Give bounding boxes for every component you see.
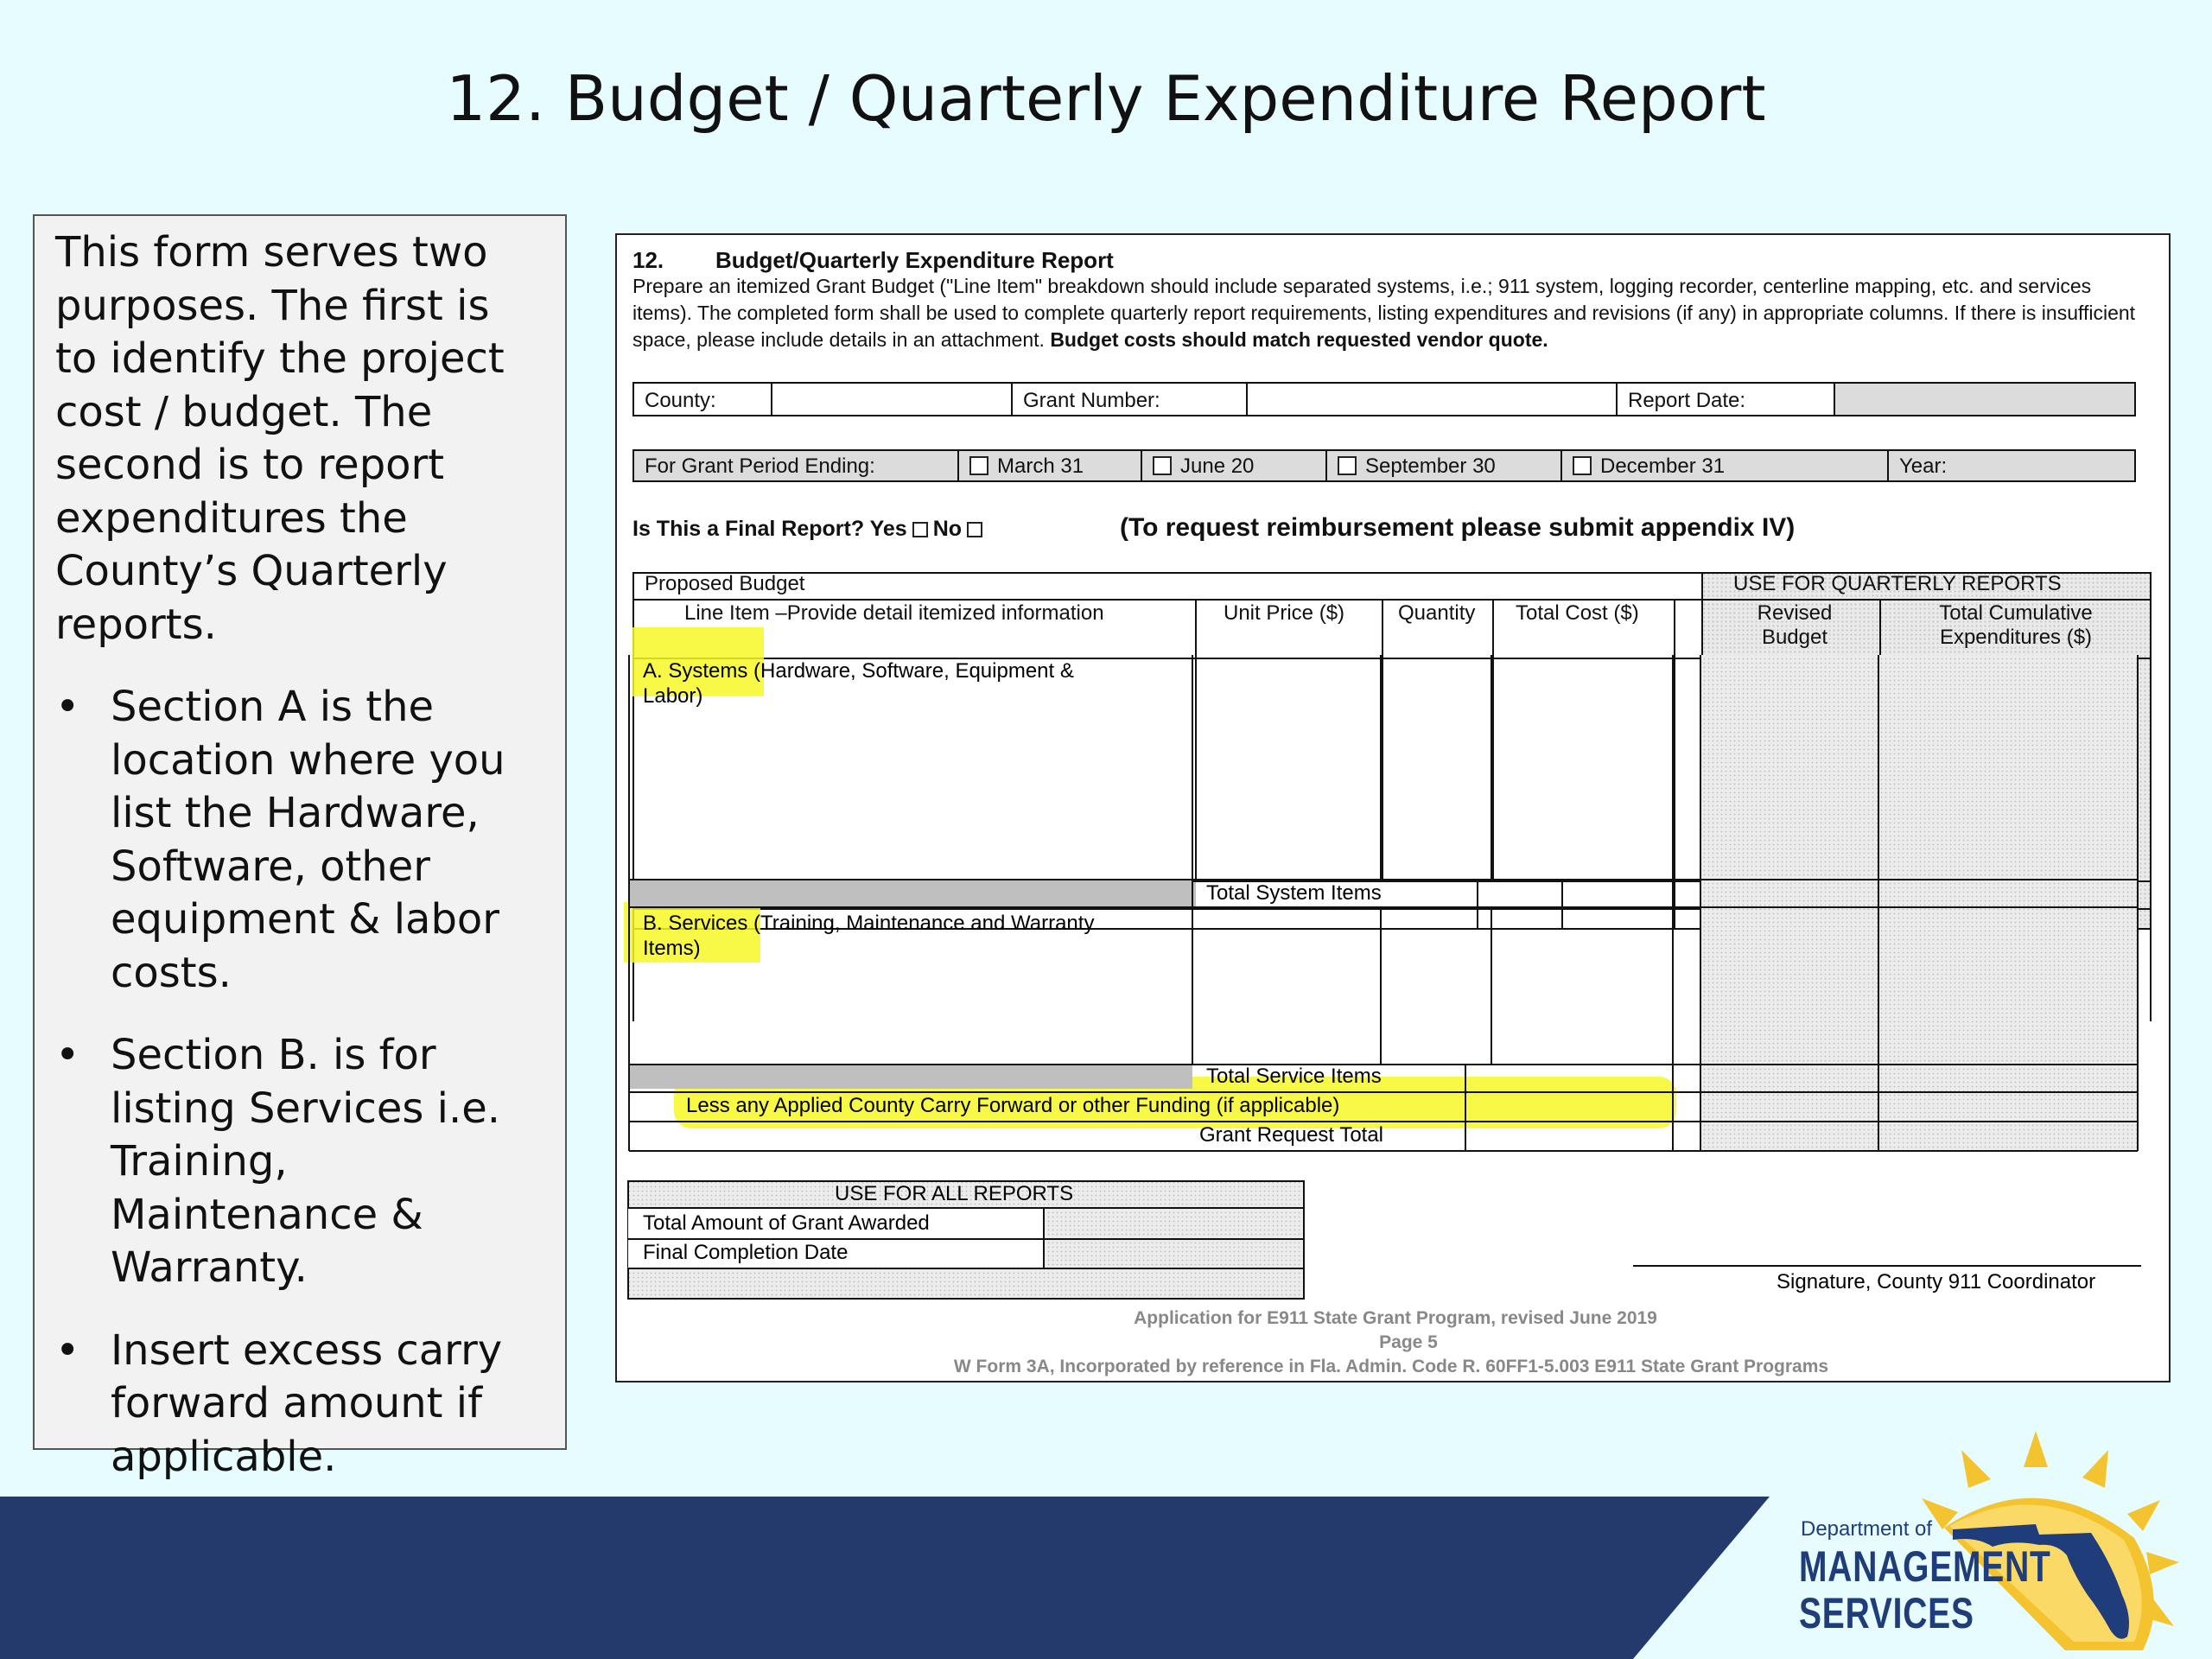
logo-line1: Department of — [1801, 1517, 1933, 1541]
grant-period-label: For Grant Period Ending: — [634, 451, 959, 480]
col-cumulative-line1: Total Cumulative — [1939, 601, 2093, 625]
signature-label: Signature, County 911 Coordinator — [1777, 1270, 2096, 1294]
section-number: 12. — [632, 247, 664, 273]
section-title: Budget/Quarterly Expenditure Report — [715, 247, 1114, 273]
year-field[interactable]: Year: — [1899, 454, 1948, 478]
period-option-label: December 31 — [1600, 454, 1726, 478]
col-line-item: Line Item –Provide detail itemized information — [684, 601, 1104, 625]
col-revised-line2: Budget — [1761, 626, 1828, 649]
no-label: No — [932, 517, 963, 541]
bullet-glyph: • — [55, 1031, 80, 1079]
form-footer-1: Application for E911 State Grant Program, revised June 2019 — [1134, 1308, 1657, 1328]
total-service-items: Total Service Items — [1206, 1065, 1382, 1088]
signature-line — [1633, 1265, 2141, 1267]
total-grant-awarded: Total Amount of Grant Awarded — [643, 1211, 930, 1235]
col-revised-line1: Revised — [1757, 601, 1833, 625]
period-option-label: June 20 — [1180, 454, 1255, 478]
carry-forward-row: Less any Applied County Carry Forward or other Funding (if applicable) — [686, 1094, 1340, 1117]
proposed-budget-header: Proposed Budget — [645, 572, 805, 595]
section-a-label — [643, 658, 1161, 709]
grant-request-total: Grant Request Total — [1199, 1123, 1384, 1147]
bullet-text: Section B. is for listing Services i.e. Training, Maintenance & Warranty. — [111, 1031, 501, 1292]
section-b-title: B. Services — [643, 912, 748, 935]
quarterly-header: USE FOR QUARTERLY REPORTS — [1733, 572, 2062, 595]
bullet-glyph: • — [55, 1325, 80, 1375]
report-date-label: Report Date: — [1618, 384, 1835, 415]
period-option-label: March 31 — [997, 454, 1084, 478]
grant-number-label: Grant Number: — [1013, 384, 1248, 415]
bullet-glyph: • — [55, 683, 80, 731]
col-quantity: Quantity — [1398, 601, 1476, 625]
instructions-bold: Budget costs should match requested vendor quote. — [1050, 328, 1548, 351]
section-a-desc-2: Labor) — [643, 684, 703, 708]
total-system-items: Total System Items — [1206, 881, 1382, 905]
col-total-cost: Total Cost ($) — [1516, 601, 1639, 625]
all-reports-header: USE FOR ALL REPORTS — [835, 1182, 1074, 1205]
col-unit-price: Unit Price ($) — [1224, 601, 1345, 625]
bullet-text: Insert excess carry forward amount if applicable. — [111, 1325, 503, 1481]
reimbursement-note: (To request reimbursement please submit appendix IV) — [1120, 513, 1796, 542]
logo-line2: MANAGEMENT — [1799, 1542, 2051, 1591]
col-cumulative-line2: Expenditures ($) — [1939, 626, 2093, 649]
form-footer-2: Page 5 — [1379, 1332, 1438, 1352]
final-completion-date: Final Completion Date — [643, 1241, 849, 1264]
section-a-desc: (Hardware, Software, Equipment & — [747, 659, 1074, 683]
final-report-label: Is This a Final Report? Yes — [632, 517, 907, 541]
section-b-label — [643, 911, 1161, 961]
bullet-text: Section A is the location where you list the Hardware, Software, other equipment & labor costs. — [111, 683, 505, 997]
county-label: County: — [634, 384, 772, 415]
section-a-title: A. Systems — [643, 659, 748, 683]
instructions-text: Prepare an itemized Grant Budget ("Line Item" breakdown should include separated systems, i.e.; 911 system, logging recorder, centerline mapping, etc. and services items). The completed form shall be used to complete quarterly report requirements, listing expenditures and revisions (if any) in appropriate columns. If there is insufficient space, please include details in an attachment. — [632, 275, 2136, 351]
section-b-desc-2: Items) — [643, 937, 701, 960]
section-b-desc: (Training, Maintenance and Warranty — [747, 912, 1095, 935]
explanation-intro: This form serves two purposes. The first is to identify the project cost / budget. The second is to report expenditures the County’s Quarterly reports. — [55, 228, 505, 649]
logo-line3: SERVICES — [1799, 1589, 1974, 1637]
period-option-label: September 30 — [1365, 454, 1496, 478]
slide-title: 12. Budget / Quarterly Expenditure Report — [446, 62, 1766, 135]
form-footer-3: W Form 3A, Incorporated by reference in Fla. Admin. Code R. 60FF1-5.003 E911 State Grant Programs — [953, 1357, 1829, 1376]
